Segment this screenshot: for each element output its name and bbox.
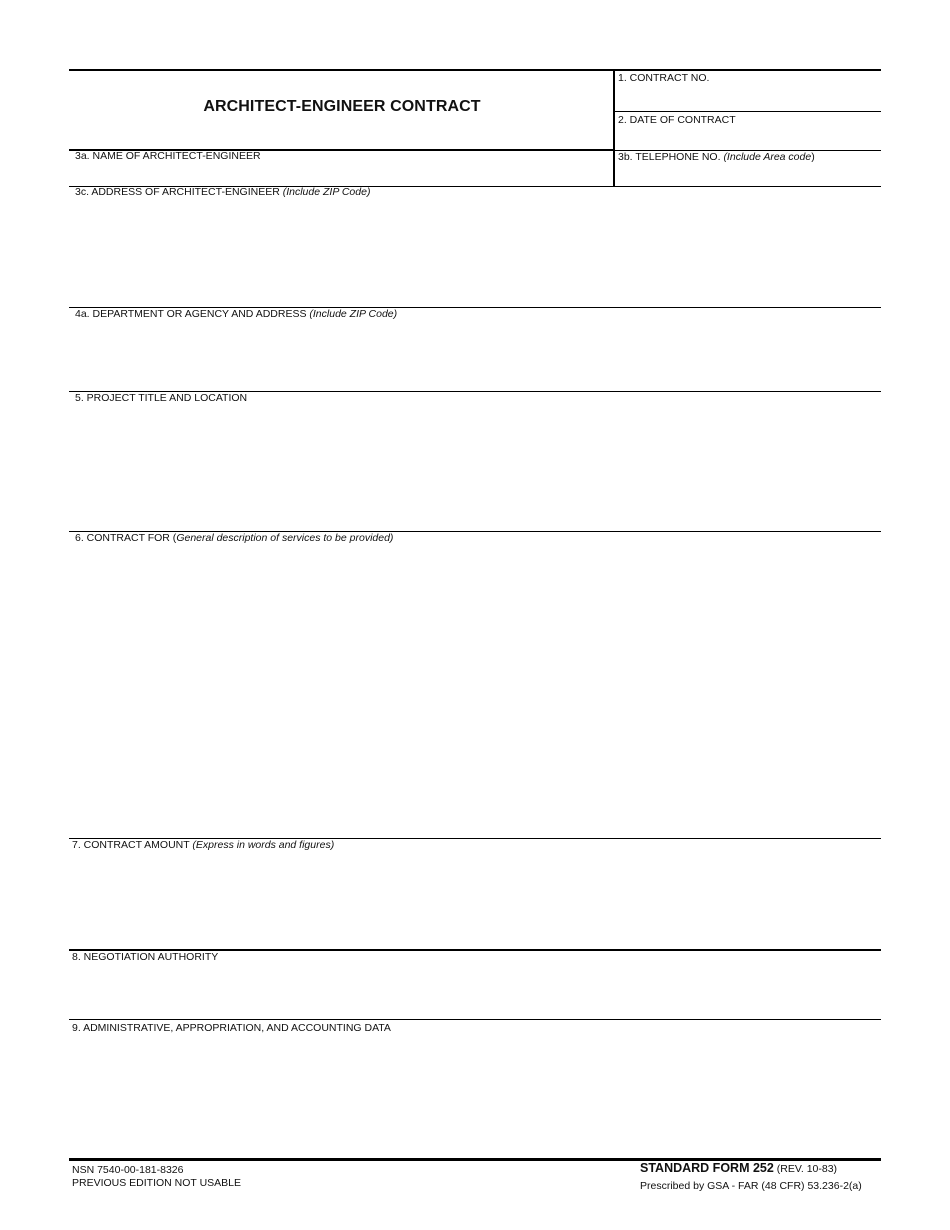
contract-no-label: 1. CONTRACT NO. xyxy=(618,72,710,84)
agency-label: 4a. DEPARTMENT OR AGENCY AND ADDRESS (Include ZIP Code) xyxy=(75,308,398,320)
row8-bottom-divider xyxy=(69,1019,881,1020)
standard-form-id xyxy=(640,1162,837,1176)
date-of-contract-label: 2. DATE OF CONTRACT xyxy=(618,114,736,126)
project-label: 5. PROJECT TITLE AND LOCATION xyxy=(75,392,248,404)
ae-address-field[interactable] xyxy=(70,200,881,306)
contract-for-field[interactable] xyxy=(70,546,881,837)
contract-no-divider xyxy=(614,111,881,112)
date-of-contract-field[interactable] xyxy=(614,128,881,149)
ae-name-field[interactable] xyxy=(70,164,613,185)
nsn-number: NSN 7540-00-181-8326 xyxy=(72,1164,184,1176)
ae-address-label: 3c. ADDRESS OF ARCHITECT-ENGINEER (Include ZIP Code) xyxy=(75,186,371,198)
form-revision: (REV. 10-83) xyxy=(776,1163,838,1175)
negotiation-label: 8. NEGOTIATION AUTHORITY xyxy=(72,951,219,963)
agency-field[interactable] xyxy=(70,322,881,390)
contract-for-label: 6. CONTRACT FOR (General description of services to be provided) xyxy=(75,532,394,544)
ae-name-label: 3a. NAME OF ARCHITECT-ENGINEER xyxy=(75,150,261,162)
standard-form-number: STANDARD FORM 252 xyxy=(640,1161,774,1175)
prescribed-by: Prescribed by GSA - FAR (48 CFR) 53.236-2(a) xyxy=(640,1180,862,1192)
top-border xyxy=(69,69,881,71)
ae-phone-label: 3b. TELEPHONE NO. (Include Area code) xyxy=(618,151,815,163)
contract-amount-field[interactable] xyxy=(70,853,881,948)
previous-edition-note: PREVIOUS EDITION NOT USABLE xyxy=(72,1177,242,1189)
project-field[interactable] xyxy=(70,406,881,530)
ae-phone-field[interactable] xyxy=(615,165,881,185)
form-title: ARCHITECT-ENGINEER CONTRACT xyxy=(203,98,481,115)
contract-no-field[interactable] xyxy=(614,86,881,110)
negotiation-field[interactable] xyxy=(70,965,881,1018)
admin-data-label: 9. ADMINISTRATIVE, APPROPRIATION, AND ACCOUNTING DATA xyxy=(72,1022,391,1034)
contract-amount-label: 7. CONTRACT AMOUNT (Express in words and figures) xyxy=(72,839,335,851)
admin-data-field[interactable] xyxy=(70,1036,881,1156)
